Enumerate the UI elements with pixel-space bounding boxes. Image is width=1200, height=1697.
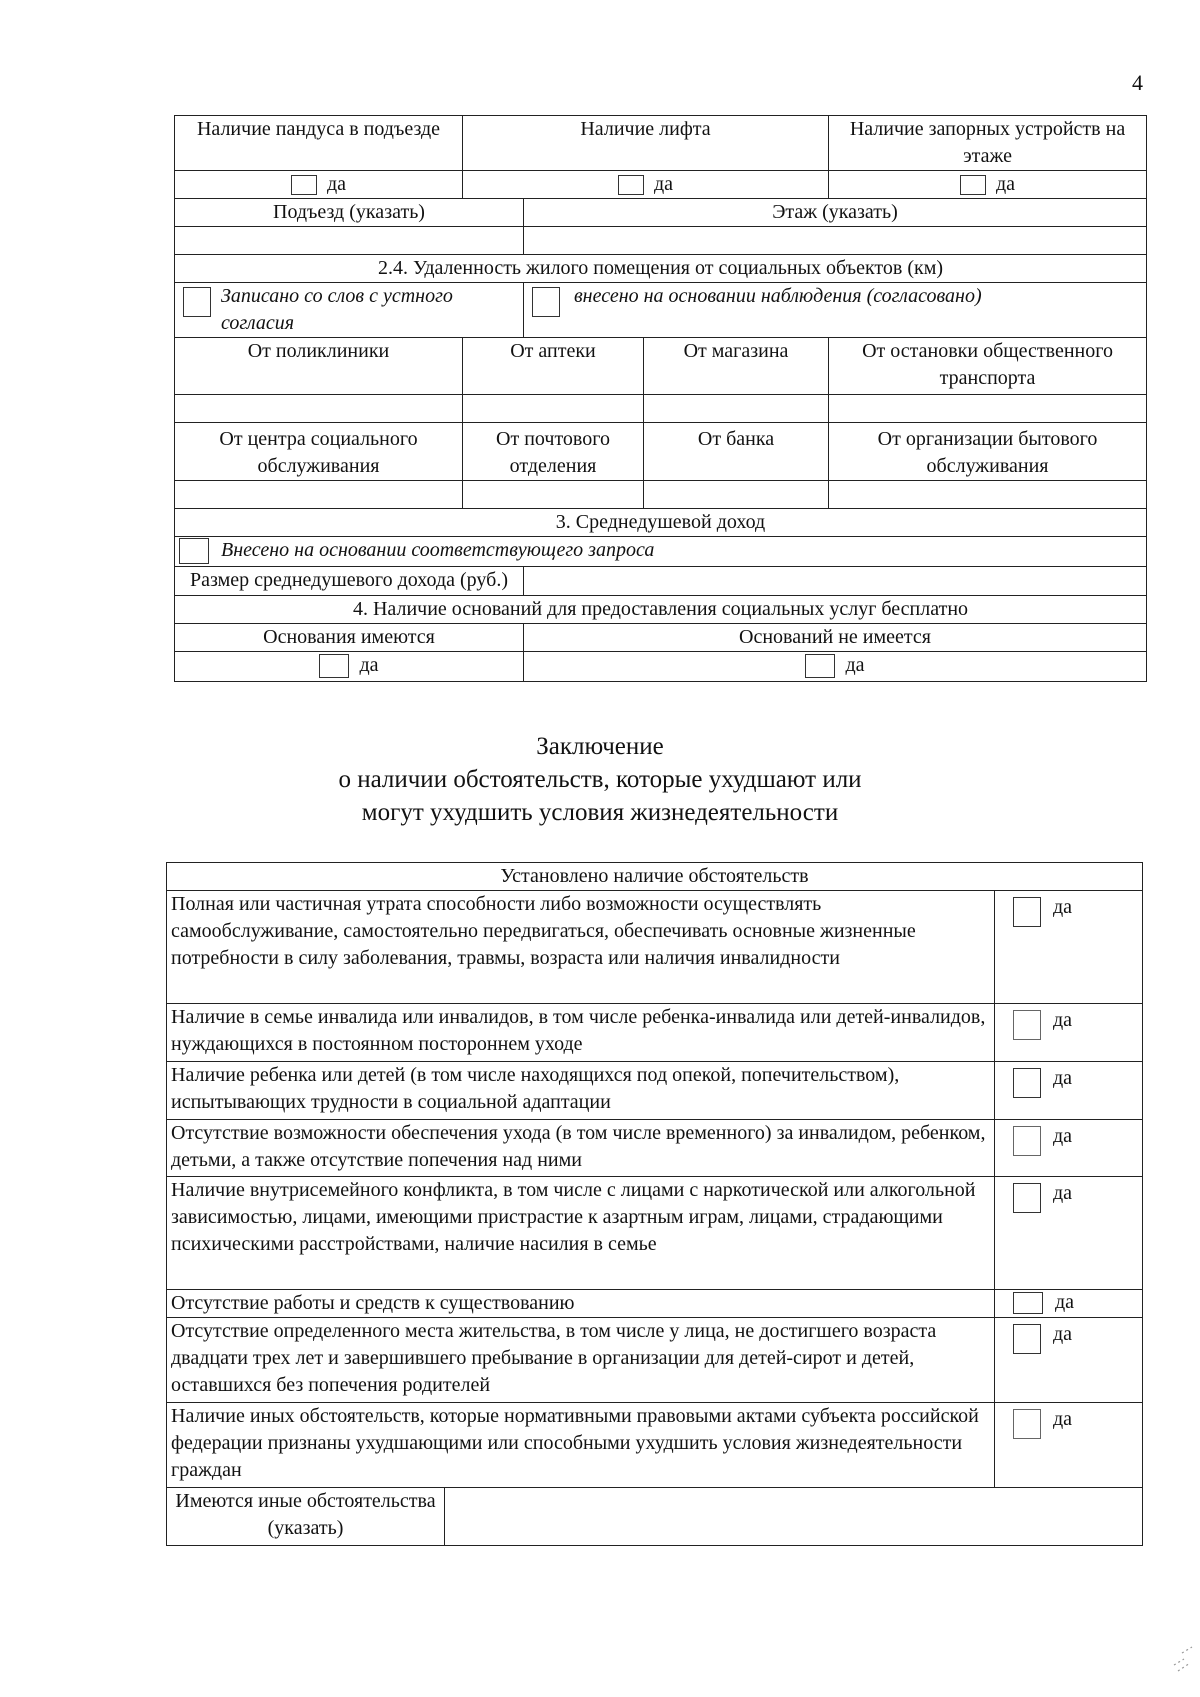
no-grounds-yes-label: да	[845, 654, 865, 676]
circumstance-yes-cell	[995, 1177, 1143, 1290]
circumstance-yes-label: да	[1053, 1067, 1073, 1089]
elevator-yes-checkbox[interactable]	[618, 175, 644, 195]
household-services-input[interactable]	[829, 481, 1147, 509]
circumstance-checkbox[interactable]	[1013, 1183, 1041, 1213]
circumstance-yes-label: да	[1053, 1408, 1073, 1430]
grounds-exist-yes-cell	[175, 652, 524, 682]
floor-label: Этаж (указать)	[524, 199, 1147, 227]
circumstance-yes-label: да	[1053, 1125, 1073, 1147]
transport-stop-label: От остановки общественного транспорта	[829, 338, 1147, 395]
clinic-input[interactable]	[175, 395, 463, 423]
circumstance-yes-label: да	[1053, 896, 1073, 918]
circumstance-yes-cell	[995, 1403, 1143, 1488]
floor-input[interactable]	[524, 227, 1147, 255]
observed-label: внесено на основании наблюдения (согласовано)	[574, 285, 982, 307]
circumstance-yes-cell	[995, 1004, 1143, 1062]
circumstance-yes-label: да	[1053, 1009, 1073, 1031]
circumstances-table	[166, 862, 1143, 1546]
recorded-oral-label: Записано со слов с устного согласия	[221, 285, 453, 334]
other-circumstances-label: Имеются иные обстоятельства (указать)	[167, 1488, 445, 1546]
circumstance-checkbox[interactable]	[1013, 1126, 1041, 1156]
circumstance-yes-label: да	[1053, 1323, 1073, 1345]
circumstance-text: Отсутствие работы и средств к существованию	[167, 1290, 995, 1318]
circumstance-text: Наличие ребенка или детей (в том числе находящихся под опекой, попечительством), испытывающих трудности в социальной адаптации	[167, 1062, 995, 1120]
page-number: 4	[1132, 70, 1143, 95]
grounds-exist-yes-label: да	[359, 654, 379, 676]
circumstance-checkbox[interactable]	[1013, 1068, 1041, 1098]
social-center-label: От центра социального обслуживания	[175, 423, 463, 481]
locks-yes-cell	[829, 171, 1147, 199]
locks-yes-checkbox[interactable]	[960, 175, 986, 195]
circumstance-text: Полная или частичная утрата способности либо возможности осуществлять самообслуживание, самостоятельно передвигаться, обеспечивать основные жизненные потребности в силу заболевания, травмы, возраста или наличия инвалидности	[167, 891, 995, 1004]
social-data-form	[174, 115, 1147, 682]
locks-header: Наличие запорных устройств на этаже	[829, 116, 1147, 171]
grounds-exist-label: Основания имеются	[175, 624, 524, 652]
circumstance-checkbox[interactable]	[1013, 1292, 1043, 1314]
conclusion-subtitle-1: о наличии обстоятельств, которые ухудшают или	[338, 766, 862, 793]
shop-input[interactable]	[644, 395, 829, 423]
pharmacy-label: От аптеки	[463, 338, 644, 395]
entrance-label: Подъезд (указать)	[175, 199, 524, 227]
ramp-header: Наличие пандуса в подъезде	[175, 116, 463, 171]
circumstance-yes-cell	[995, 1318, 1143, 1403]
other-circumstances-input[interactable]	[445, 1488, 1143, 1546]
locks-yes-label: да	[995, 173, 1016, 195]
section-3-heading: 3. Среднедушевой доход	[175, 509, 1147, 537]
income-input[interactable]	[524, 567, 1147, 596]
circumstance-text: Отсутствие определенного места жительства, в том числе у лица, не достигшего возраста двадцати трех лет и завершившего пребывание в организации для детей-сирот и детей, оставшихся без попечения родителей	[167, 1318, 995, 1403]
post-office-input[interactable]	[463, 481, 644, 509]
circumstance-checkbox[interactable]	[1013, 897, 1041, 927]
observed-cell	[524, 283, 1147, 338]
ramp-yes-label: да	[326, 173, 347, 195]
circumstance-yes-cell	[995, 891, 1143, 1004]
circumstance-checkbox[interactable]	[1013, 1010, 1041, 1040]
transport-stop-input[interactable]	[829, 395, 1147, 423]
circumstance-checkbox[interactable]	[1013, 1324, 1041, 1354]
section-4-heading: 4. Наличие оснований для предоставления социальных услуг бесплатно	[175, 596, 1147, 624]
no-grounds-checkbox[interactable]	[805, 654, 835, 678]
pharmacy-input[interactable]	[463, 395, 644, 423]
recorded-oral-cell	[175, 283, 524, 338]
request-note-cell	[175, 537, 1147, 567]
circumstance-yes-label: да	[1055, 1291, 1075, 1313]
scan-artifact	[1170, 1615, 1194, 1675]
observed-checkbox[interactable]	[532, 287, 560, 317]
ramp-yes-cell	[175, 171, 463, 199]
income-label: Размер среднедушевого дохода (руб.)	[175, 567, 524, 596]
grounds-exist-checkbox[interactable]	[319, 654, 349, 678]
social-center-input[interactable]	[175, 481, 463, 509]
circumstance-text: Отсутствие возможности обеспечения ухода (в том числе временного) за инвалидом, ребенком, детьми, а также отсутствие попечения над ними	[167, 1120, 995, 1177]
ramp-yes-checkbox[interactable]	[291, 175, 317, 195]
recorded-oral-checkbox[interactable]	[183, 287, 211, 317]
conclusion-heading	[0, 730, 1200, 829]
circumstance-text: Наличие иных обстоятельств, которые нормативными правовыми актами субъекта российской федерации признаны ухудшающими или способными ухудшить условия жизнедеятельности граждан	[167, 1403, 995, 1488]
household-services-label: От организации бытового обслуживания	[829, 423, 1147, 481]
circumstance-checkbox[interactable]	[1013, 1409, 1041, 1439]
bank-label: От банка	[644, 423, 829, 481]
bank-input[interactable]	[644, 481, 829, 509]
elevator-yes-label: да	[653, 173, 674, 195]
no-grounds-label: Оснований не имеется	[524, 624, 1147, 652]
circumstance-yes-label: да	[1053, 1182, 1073, 1204]
circumstance-yes-cell	[995, 1290, 1143, 1318]
clinic-label: От поликлиники	[175, 338, 463, 395]
request-note-checkbox[interactable]	[179, 538, 209, 564]
section-2-4-heading: 2.4. Удаленность жилого помещения от социальных объектов (км)	[175, 255, 1147, 283]
circumstance-yes-cell	[995, 1120, 1143, 1177]
circumstance-yes-cell	[995, 1062, 1143, 1120]
entrance-input[interactable]	[175, 227, 524, 255]
post-office-label: От почтового отделения	[463, 423, 644, 481]
elevator-header: Наличие лифта	[463, 116, 829, 171]
shop-label: От магазина	[644, 338, 829, 395]
conclusion-subtitle-2: могут ухудшить условия жизнедеятельности	[361, 799, 839, 826]
circumstances-header: Установлено наличие обстоятельств	[167, 863, 1143, 891]
request-note-label: Внесено на основании соответствующего запроса	[221, 539, 655, 561]
conclusion-title: Заключение	[536, 733, 664, 760]
elevator-yes-cell	[463, 171, 829, 199]
no-grounds-yes-cell	[524, 652, 1147, 682]
circumstance-text: Наличие в семье инвалида или инвалидов, в том числе ребенка-инвалида или детей-инвалидов, нуждающихся в постоянном постороннем уходе	[167, 1004, 995, 1062]
circumstance-text: Наличие внутрисемейного конфликта, в том числе с лицами с наркотической или алкогольной зависимостью, лицами, имеющими пристрастие к азартным играм, лицами, страдающими психическими расстройствами, наличие насилия в семье	[167, 1177, 995, 1290]
